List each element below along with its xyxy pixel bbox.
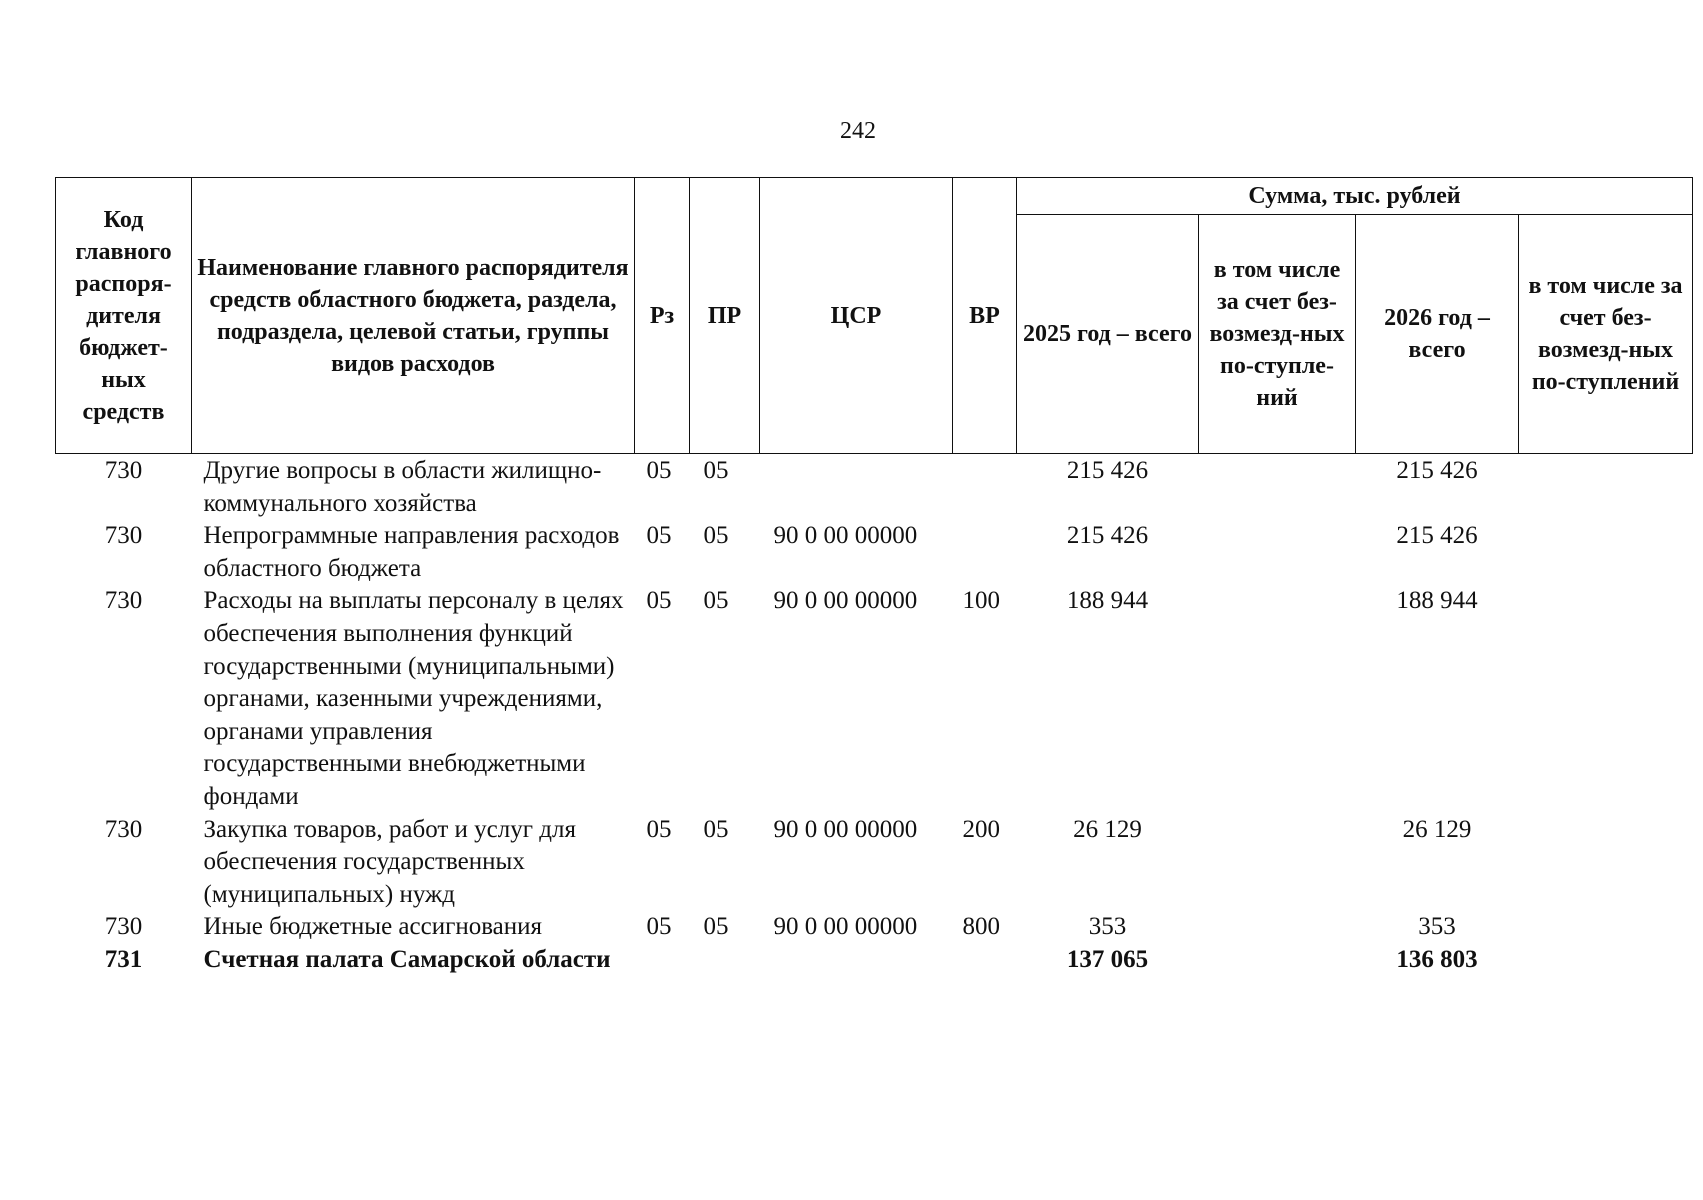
table-row <box>56 944 1693 977</box>
cell-vr: 800 <box>962 913 1000 941</box>
cell-vr: 100 <box>962 587 1000 615</box>
header-sum-group: Сумма, тыс. рублей <box>1017 178 1693 215</box>
cell-2026-total: 215 426 <box>1396 522 1478 550</box>
header-2026-total: 2026 год – всего <box>1356 215 1519 454</box>
cell-rz: 05 <box>646 587 672 615</box>
cell-code: 730 <box>104 815 143 843</box>
cell-code: 730 <box>104 457 143 484</box>
cell-2025-total: 26 129 <box>1073 815 1142 843</box>
header-name: Наименование главного распорядителя средств областного бюджета, раздела, подраздела, целевой статьи, группы видов расходов <box>192 178 635 454</box>
cell-2025-free <box>1199 944 1356 977</box>
header-rz: Рз <box>635 178 690 454</box>
cell-rz: 05 <box>646 457 672 484</box>
cell-2026-total: 353 <box>1418 913 1456 941</box>
page-number: 242 <box>840 118 876 144</box>
cell-2026-free <box>1519 520 1693 585</box>
table-row <box>56 585 1693 813</box>
cell-2025-total: 215 426 <box>1066 457 1149 484</box>
cell-name: Иные бюджетные ассигнования <box>203 913 543 941</box>
cell-rz <box>635 944 690 977</box>
cell-name: Другие вопросы в области жилищно-коммунального хозяйства <box>203 457 602 517</box>
header-pr: ПР <box>690 178 760 454</box>
header-2025-total: 2025 год – всего <box>1017 215 1199 454</box>
cell-2026-free <box>1519 814 1693 912</box>
cell-vr: 200 <box>962 815 1000 843</box>
table-row <box>56 520 1693 585</box>
cell-2025-total: 188 944 <box>1066 587 1149 615</box>
cell-pr: 05 <box>703 587 729 615</box>
cell-2026-free <box>1519 585 1693 813</box>
cell-code: 730 <box>104 587 143 615</box>
table-row <box>56 911 1693 944</box>
cell-csr: 90 0 00 00000 <box>773 913 918 941</box>
cell-pr: 05 <box>703 815 729 843</box>
table-body <box>56 454 1693 977</box>
cell-2025-total: 215 426 <box>1066 522 1149 550</box>
cell-code: 730 <box>104 913 143 941</box>
table-row <box>56 814 1693 912</box>
cell-2026-total: 26 129 <box>1402 815 1472 843</box>
cell-2026-free <box>1519 944 1693 977</box>
cell-vr <box>953 944 1017 977</box>
cell-name: Закупка товаров, работ и услуг для обеспечения государственных (муниципальных) нужд <box>203 815 576 908</box>
cell-pr: 05 <box>703 522 729 550</box>
cell-name: Расходы на выплаты персоналу в целях обеспечения выполнения функций государственными (муниципальными) органами, казенными учреждениями, органами управления государственными внебюджетными фондами <box>203 587 624 810</box>
cell-2026-total: 136 803 <box>1396 945 1478 973</box>
cell-pr: 05 <box>703 913 729 941</box>
cell-csr: 90 0 00 00000 <box>773 815 918 843</box>
cell-code: 731 <box>104 945 143 973</box>
cell-2025-free <box>1199 454 1356 521</box>
cell-rz: 05 <box>646 815 672 843</box>
cell-vr <box>953 454 1017 521</box>
cell-2026-free <box>1519 911 1693 944</box>
cell-2025-total: 137 065 <box>1066 945 1149 973</box>
cell-2025-free <box>1199 585 1356 813</box>
cell-2025-total: 353 <box>1088 913 1127 941</box>
cell-code: 730 <box>104 522 143 550</box>
cell-csr <box>760 454 953 521</box>
cell-csr: 90 0 00 00000 <box>773 522 918 550</box>
cell-vr <box>953 520 1017 585</box>
cell-pr <box>690 944 760 977</box>
cell-2026-total: 188 944 <box>1396 587 1478 615</box>
cell-csr <box>760 944 953 977</box>
header-csr: ЦСР <box>760 178 953 454</box>
budget-table <box>55 177 1693 977</box>
cell-2025-free <box>1199 911 1356 944</box>
cell-name: Непрограммные направления расходов областного бюджета <box>203 522 620 582</box>
cell-pr: 05 <box>703 457 729 484</box>
cell-2025-free <box>1199 520 1356 585</box>
cell-2026-total: 215 426 <box>1396 457 1478 484</box>
cell-2025-free <box>1199 814 1356 912</box>
header-vr: ВР <box>953 178 1017 454</box>
table-header <box>56 178 1693 454</box>
table-row <box>56 454 1693 521</box>
header-2026-free: в том числе за счет без-возмезд-ных по-ступлений <box>1519 215 1693 454</box>
cell-csr: 90 0 00 00000 <box>773 587 918 615</box>
cell-rz: 05 <box>646 522 672 550</box>
cell-2026-free <box>1519 454 1693 521</box>
cell-name: Счетная палата Самарской области <box>203 945 611 973</box>
cell-rz: 05 <box>646 913 672 941</box>
header-code: Код главного распоря-дителя бюджет-ных средств <box>56 178 192 454</box>
header-2025-free: в том числе за счет без-возмезд-ных по-ступле-ний <box>1199 215 1356 454</box>
